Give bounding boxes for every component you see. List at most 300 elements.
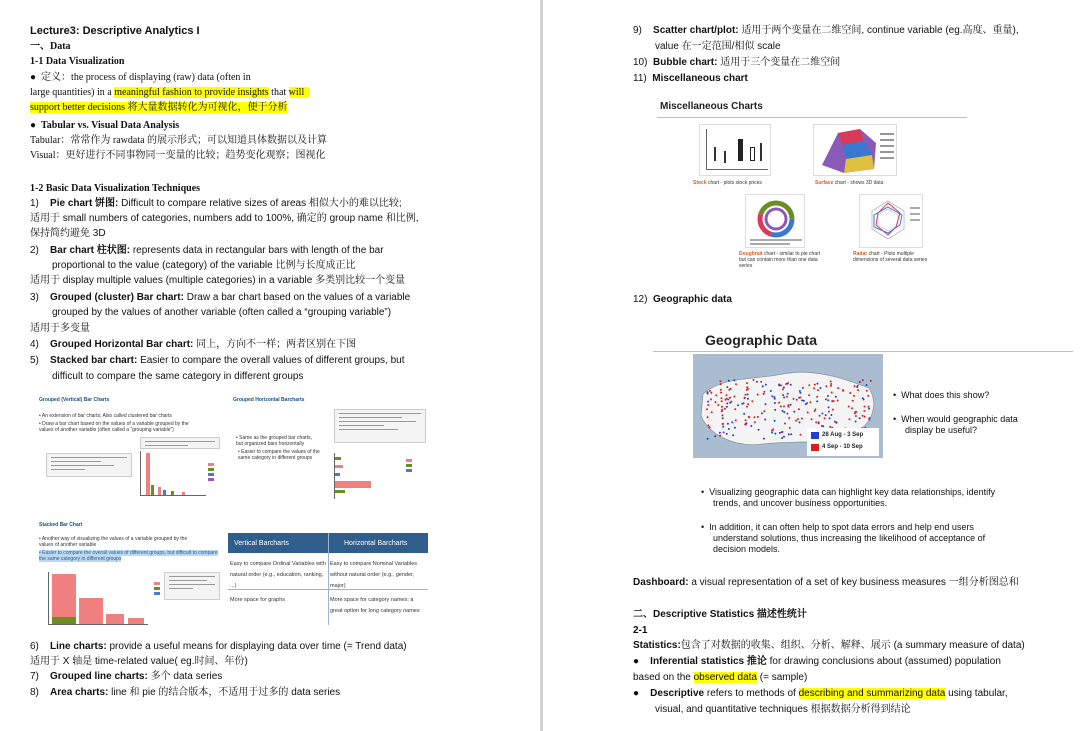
- map-dot: [728, 428, 730, 430]
- map-dot: [711, 411, 713, 413]
- map-dot: [807, 411, 809, 413]
- map-dot: [837, 400, 839, 402]
- map-dot: [714, 435, 716, 437]
- map-dot: [747, 388, 749, 390]
- text: 适用于三个变量在二维空间: [720, 57, 841, 68]
- map-dot: [727, 423, 729, 425]
- map-dot: [790, 384, 792, 386]
- legend-label: 28 Aug - 3 Sep: [822, 432, 864, 438]
- num: 4): [30, 339, 39, 350]
- geo-point-2c: decision models.: [713, 544, 781, 554]
- map-dot: [832, 409, 834, 411]
- map-dot: [783, 436, 785, 438]
- geographic-data-figure: [653, 326, 1073, 562]
- text: Easier to compare the overall values of different groups, but: [140, 355, 405, 366]
- map-dot: [782, 410, 784, 412]
- inferential-line: [633, 655, 1001, 668]
- map-dot: [814, 410, 816, 412]
- map-dot: [746, 406, 748, 408]
- map-dot: [729, 397, 731, 399]
- bar: [146, 453, 150, 495]
- table-cell: Easy to compare Nominal Variables without natural order (e.g., gender, major): [330, 561, 418, 589]
- map-dot: [866, 384, 868, 386]
- legend-swatch-red: [811, 444, 819, 451]
- map-dot: [781, 437, 783, 439]
- radar-caption-2: dimensions of several data series: [853, 257, 928, 263]
- map-dot: [709, 427, 711, 429]
- map-dot: [862, 415, 864, 417]
- right-page: [543, 0, 1080, 731]
- map-dot: [857, 389, 859, 391]
- definition-text: 定义：the process of displaying (raw) data (often in: [41, 72, 251, 83]
- map-dot: [732, 434, 734, 436]
- map-dot: [715, 401, 717, 403]
- text: for drawing conclusions about (assumed) population: [766, 656, 1001, 667]
- text: 适用于两个变量在二维空间, continue variable (eg.高度、重量),: [741, 25, 1019, 36]
- map-dot: [771, 395, 773, 397]
- map-dot: [790, 404, 792, 406]
- map-dot: [864, 406, 866, 408]
- descriptive-line: [633, 687, 1008, 700]
- label: Descriptive: [650, 688, 705, 699]
- map-dot: [719, 432, 721, 434]
- map-dot: [868, 419, 870, 421]
- table-cell: Easy to compare Ordinal Variables with natural order (e.g., education, ranking, ...): [230, 561, 326, 589]
- map-dot: [754, 421, 756, 423]
- map-dot: [756, 381, 758, 383]
- map-dot: [734, 427, 736, 429]
- map-dot: [828, 406, 830, 408]
- map-dot: [743, 413, 745, 415]
- label: Dashboard:: [633, 577, 689, 588]
- map-dot: [774, 402, 776, 404]
- map-dot: [726, 386, 728, 388]
- map-dot: [726, 406, 728, 408]
- map-dot: [793, 398, 795, 400]
- map-dot: [848, 406, 850, 408]
- map-dot: [720, 392, 722, 394]
- statistics-line: [633, 639, 1025, 652]
- map-dot: [745, 422, 747, 424]
- geo-point-2b: understand solutions, thus increasing the likelihood of acceptance of: [713, 533, 986, 543]
- map-dot: [808, 384, 810, 386]
- map-dot: [855, 421, 857, 423]
- label: Grouped line charts:: [50, 671, 148, 682]
- item-9: [633, 24, 1019, 37]
- map-dot: [757, 416, 759, 418]
- map-dot: [799, 397, 801, 399]
- map-dot: [856, 386, 858, 388]
- num: 12): [633, 294, 648, 305]
- map-dot: [825, 414, 827, 416]
- axis: [706, 169, 768, 170]
- num: 9): [633, 25, 642, 36]
- candle: [738, 139, 743, 161]
- surface-caption: [815, 180, 883, 186]
- geo-map: [693, 354, 883, 458]
- code-snippet: [334, 409, 426, 443]
- legend-swatch: [406, 459, 412, 462]
- section-2-1-heading: 2-1: [633, 625, 648, 636]
- map-dot: [816, 400, 818, 402]
- map-dot: [707, 404, 709, 406]
- map-dot: [763, 438, 765, 440]
- map-dot: [735, 419, 737, 421]
- item-12: [633, 293, 732, 306]
- map-dot: [866, 390, 868, 392]
- bar: [52, 617, 76, 624]
- legend-swatch: [406, 469, 412, 472]
- candle: [714, 147, 716, 161]
- candle: [750, 147, 755, 161]
- map-dot: [707, 438, 709, 440]
- section-data-heading: 一、Data: [30, 41, 71, 52]
- label: Grouped (cluster) Bar chart:: [50, 292, 184, 303]
- definition-line-2: [30, 86, 309, 99]
- text: that: [268, 87, 289, 98]
- map-dot: [788, 406, 790, 408]
- map-dot: [798, 408, 800, 410]
- candle: [724, 151, 726, 163]
- definition-line-1: [30, 71, 251, 84]
- text: Visualizing geographic data can highlight key data relationships, identify: [709, 487, 996, 497]
- num: 6): [30, 641, 39, 652]
- map-dot: [817, 383, 819, 385]
- map-dot: [720, 389, 722, 391]
- label: Stacked bar chart:: [50, 355, 138, 366]
- map-dot: [763, 393, 765, 395]
- map-dot: [744, 397, 746, 399]
- bar: [163, 490, 166, 495]
- num: 10): [633, 57, 648, 68]
- item-3: [30, 291, 410, 304]
- figure-title: Grouped (Vertical) Bar Charts: [39, 397, 110, 403]
- item-3-line-3: 适用于多变量: [30, 323, 90, 334]
- heading-text: Tabular vs. Visual Data Analysis: [41, 120, 180, 131]
- map-dot: [862, 379, 864, 381]
- caption-keyword: Radar: [853, 251, 868, 257]
- figure-bullet: • Same as the grouped bar charts,: [236, 435, 312, 441]
- map-dot: [709, 390, 711, 392]
- figure-bullet: • Easier to compare the values of the: [238, 449, 320, 455]
- label: Line charts:: [50, 641, 107, 652]
- grouped-vertical-bar-figure: [36, 395, 222, 503]
- map-dot: [743, 402, 745, 404]
- surface-graphic: [814, 125, 898, 177]
- map-legend: [807, 428, 879, 456]
- map-dot: [758, 429, 760, 431]
- map-dot: [801, 418, 803, 420]
- figure-bullet: but organized bars horizontally: [236, 441, 305, 447]
- stock-caption: [693, 180, 762, 186]
- legend-swatch: [208, 473, 214, 476]
- map-dot: [784, 423, 786, 425]
- map-dot: [707, 401, 709, 403]
- legend-swatch: [208, 463, 214, 466]
- map-dot: [817, 389, 819, 391]
- map-dot: [837, 387, 839, 389]
- map-dot: [780, 405, 782, 407]
- map-dot: [726, 398, 728, 400]
- map-dot: [868, 408, 870, 410]
- stacked-bar-figure: [36, 520, 222, 630]
- map-dot: [814, 384, 816, 386]
- map-dot: [870, 380, 872, 382]
- map-dot: [774, 398, 776, 400]
- highlight: support better decisions 将大量数据转化为可视化，便于分析: [30, 102, 288, 113]
- num: 2): [30, 245, 39, 256]
- map-dot: [819, 415, 821, 417]
- item-1-line-3: 保持简约避免 3D: [30, 228, 106, 239]
- legend-swatch: [208, 468, 214, 471]
- map-dot: [816, 396, 818, 398]
- tabular-line: Tabular：常常作为 rawdata 的展示形式；可以知道具体数据以及计算: [30, 135, 328, 146]
- map-dot: [854, 412, 856, 414]
- bar: [335, 490, 345, 493]
- legend-label: 4 Sep - 10 Sep: [822, 444, 863, 450]
- title-rule: [653, 351, 1073, 352]
- text: (= sample): [757, 672, 808, 683]
- geo-point-2: • In addition, it can often help to spot data errors and help end users: [701, 522, 974, 532]
- map-dot: [849, 418, 851, 420]
- figure-title: Geographic Data: [705, 332, 818, 348]
- map-dot: [735, 383, 737, 385]
- legend-swatch: [154, 592, 160, 595]
- item-6-line-2: 适用于 X 轴是 time-related value( eg.时间、年份): [30, 656, 248, 667]
- map-dot: [818, 422, 820, 424]
- map-dot: [799, 392, 801, 394]
- label: Bubble chart:: [653, 57, 718, 68]
- map-dot: [803, 400, 805, 402]
- map-dot: [707, 416, 709, 418]
- map-dot: [831, 400, 833, 402]
- surface-chart-thumbnail: [813, 124, 897, 176]
- text: large quantities) in a: [30, 87, 115, 98]
- num: 7): [30, 671, 39, 682]
- num: 11): [633, 73, 647, 84]
- map-dot: [753, 379, 755, 381]
- caption-text: chart - shows 3D data: [833, 180, 884, 186]
- map-dot: [799, 390, 801, 392]
- map-dot: [825, 385, 827, 387]
- map-dot: [797, 418, 799, 420]
- label: Inferential statistics 推论: [650, 656, 767, 667]
- code-snippet: [140, 437, 220, 449]
- map-dot: [751, 400, 753, 402]
- figure-bullet-highlighted: • Easier to compare the overall values of different groups, but difficult to compare: [39, 550, 218, 556]
- item-3-line-2: grouped by the values of another variable (often called a “grouping variable”): [52, 307, 392, 318]
- map-dot: [782, 394, 784, 396]
- map-dot: [800, 434, 802, 436]
- figure-title: Stacked Bar Chart: [39, 522, 83, 528]
- grouped-horizontal-bar-figure: [230, 395, 430, 503]
- map-dot: [746, 382, 748, 384]
- bar: [79, 598, 103, 624]
- legend-swatch: [154, 582, 160, 585]
- map-dot: [761, 412, 763, 414]
- map-dot: [722, 426, 724, 428]
- text: based on the: [633, 672, 694, 683]
- text: refers to methods of: [704, 688, 799, 699]
- map-dot: [726, 394, 728, 396]
- map-dot: [852, 400, 854, 402]
- text: Draw a bar chart based on the values of a variable: [186, 292, 411, 303]
- map-dot: [722, 417, 724, 419]
- bar: [335, 457, 341, 460]
- text: 多个 data series: [150, 671, 223, 682]
- bar: [106, 614, 124, 624]
- bar: [158, 487, 161, 495]
- bullet: ●: [633, 688, 640, 699]
- figure-bullet: • Another way of visualizing the values of a variable grouped by the: [39, 536, 188, 542]
- caption-keyword: Stock: [693, 180, 707, 186]
- text: represents data in rectangular bars with length of the bar: [132, 245, 384, 256]
- map-dot: [854, 385, 856, 387]
- map-dot: [824, 417, 826, 419]
- map-dot: [765, 384, 767, 386]
- label: Bar chart 柱状图:: [50, 245, 131, 256]
- map-dot: [853, 395, 855, 397]
- map-dot: [721, 409, 723, 411]
- map-dot: [851, 407, 853, 409]
- label: Pie chart 饼图:: [50, 198, 119, 209]
- map-dot: [830, 385, 832, 387]
- map-dot: [864, 416, 866, 418]
- text: Difficult to compare relative sizes of areas 相似大小的难以比较;: [121, 198, 402, 209]
- item-1: [30, 197, 402, 210]
- map-dot: [747, 403, 749, 405]
- x-axis: [140, 495, 206, 496]
- figure-bullet-highlighted: the same category in different groups: [39, 556, 122, 562]
- map-dot: [747, 398, 749, 400]
- map-dot: [748, 416, 750, 418]
- map-dot: [726, 402, 728, 404]
- map-dot: [762, 385, 764, 387]
- num: 5): [30, 355, 39, 366]
- map-dot: [774, 433, 776, 435]
- map-dot: [827, 395, 829, 397]
- bar: [182, 492, 185, 495]
- map-dot: [737, 404, 739, 406]
- map-dot: [786, 413, 788, 415]
- label: Area charts:: [50, 687, 109, 698]
- misc-charts-figure: [653, 96, 968, 272]
- item-8: [30, 686, 340, 699]
- map-dot: [811, 418, 813, 420]
- map-dot: [842, 390, 844, 392]
- table-cell: More space for graphs: [230, 597, 286, 603]
- map-dot: [730, 401, 732, 403]
- label: Statistics:: [633, 640, 681, 651]
- map-dot: [763, 391, 765, 393]
- map-dot: [745, 394, 747, 396]
- geo-question-2b: display be useful?: [905, 425, 978, 435]
- map-dot: [796, 399, 798, 401]
- map-dot: [789, 427, 791, 429]
- map-dot: [706, 408, 708, 410]
- map-dot: [827, 399, 829, 401]
- map-dot: [730, 388, 732, 390]
- doughnut-caption-2: but can contain more than one data: [739, 257, 818, 263]
- text: 包含了对数据的收集、组织、分析、解释、展示 (a summary measure of data): [680, 640, 1025, 651]
- map-dot: [849, 392, 851, 394]
- caption-text: chart - plots stock prices: [706, 180, 762, 186]
- map-dot: [808, 394, 810, 396]
- inferential-line-2: [633, 671, 807, 684]
- section-1-2-heading: 1-2 Basic Data Visualization Techniques: [30, 183, 201, 194]
- map-dot: [859, 417, 861, 419]
- map-dot: [754, 416, 756, 418]
- highlight: [304, 87, 309, 98]
- radar-graphic: [860, 195, 924, 249]
- map-dot: [830, 414, 832, 416]
- map-dot: [722, 414, 724, 416]
- legend-swatch: [154, 587, 160, 590]
- map-dot: [715, 394, 717, 396]
- descriptive-line-2: visual, and quantitative techniques 根据数据分析得到结论: [655, 704, 911, 715]
- bullet: ●: [633, 656, 640, 667]
- map-dot: [763, 410, 765, 412]
- map-dot: [785, 383, 787, 385]
- map-dot: [829, 417, 831, 419]
- y-axis: [140, 451, 141, 495]
- num: 1): [30, 198, 39, 209]
- map-dot: [734, 408, 736, 410]
- legend-swatch: [406, 464, 412, 467]
- num: 3): [30, 292, 39, 303]
- map-dot: [831, 392, 833, 394]
- map-dot: [721, 400, 723, 402]
- map-dot: [723, 431, 725, 433]
- figure-bullet: values of another variable: [39, 542, 97, 548]
- tabular-visual-heading: [30, 119, 179, 132]
- figure-bullet: values of another variable (often called a “grouping variable”): [39, 427, 174, 433]
- item-5: [30, 354, 405, 367]
- label: Geographic data: [653, 294, 732, 305]
- highlight: describing and summarizing data: [798, 688, 946, 699]
- y-axis: [48, 572, 49, 624]
- item-2: [30, 244, 384, 257]
- item-5-line-2: difficult to compare the same category in different groups: [52, 371, 304, 382]
- num: 8): [30, 687, 39, 698]
- map-dot: [731, 421, 733, 423]
- map-dot: [722, 423, 724, 425]
- highlight: meaningful fashion to provide insights: [114, 87, 269, 98]
- map-dot: [835, 396, 837, 398]
- map-dot: [815, 421, 817, 423]
- map-dot: [795, 420, 797, 422]
- map-dot: [863, 410, 865, 412]
- map-dot: [782, 388, 784, 390]
- figure-title: Grouped Horizontal Barcharts: [233, 397, 305, 403]
- map-dot: [859, 381, 861, 383]
- map-dot: [802, 387, 804, 389]
- label: Miscellaneous chart: [652, 73, 748, 84]
- map-dot: [772, 428, 774, 430]
- bullet: ●: [30, 72, 37, 83]
- map-dot: [867, 395, 869, 397]
- map-dot: [822, 425, 824, 427]
- map-dot: [728, 380, 730, 382]
- map-dot: [721, 397, 723, 399]
- map-dot: [771, 432, 773, 434]
- map-dot: [733, 379, 735, 381]
- map-dot: [779, 432, 781, 434]
- text: In addition, it can often help to spot data errors and help end users: [709, 522, 974, 532]
- map-dot: [813, 387, 815, 389]
- caption-keyword: Doughnut: [739, 251, 763, 257]
- highlight: observed data: [693, 672, 757, 683]
